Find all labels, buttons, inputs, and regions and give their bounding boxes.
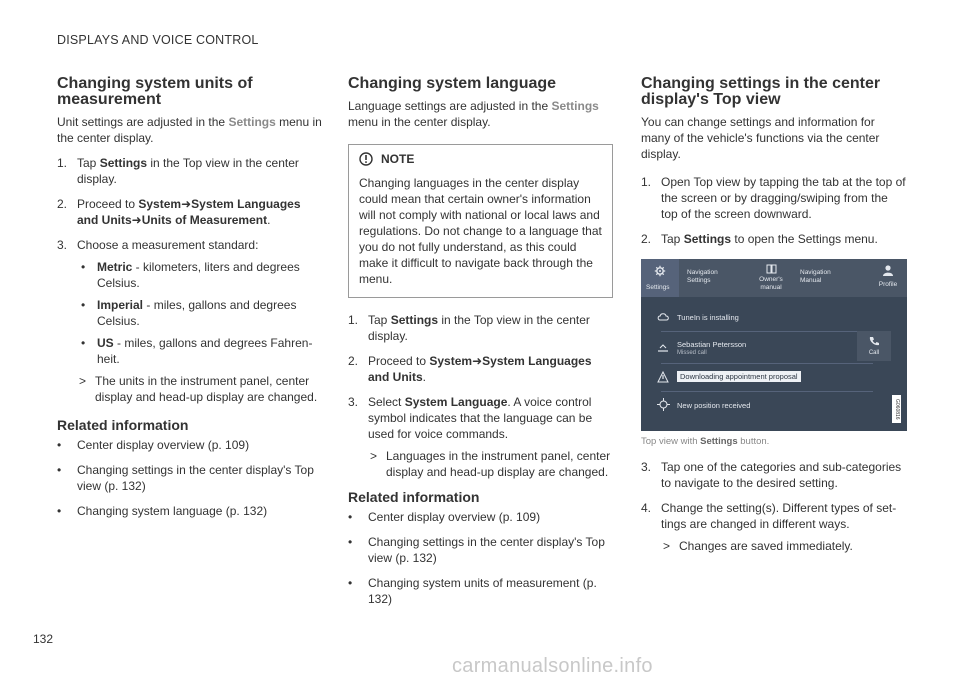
warning-icon — [359, 152, 373, 166]
note-box — [348, 144, 613, 298]
steps-list — [57, 155, 323, 405]
arrow-right-icon: ➜ — [181, 197, 192, 211]
step-result: > The units in the instrument panel, center display and head-up display are changed. — [79, 374, 318, 404]
figure-code: G060816 — [892, 395, 901, 423]
step: 1. Tap Settings in the Top view in the center display. — [57, 156, 299, 186]
call-button[interactable]: Call — [857, 331, 891, 361]
cloud-download-icon — [657, 312, 670, 322]
related-link[interactable]: • Changing system language (p. 132) — [57, 503, 323, 519]
settings-term: Settings — [228, 115, 276, 129]
tab-owners-manual[interactable]: Owner's manual — [751, 259, 791, 297]
step-result: > Changes are saved immediately. — [663, 539, 853, 553]
notification-row[interactable]: Sebastian Petersson Missed call — [653, 335, 877, 359]
tab-settings[interactable]: Settings — [641, 259, 679, 297]
section-units-of-measurement — [57, 76, 323, 528]
list-item: • Imperial - miles, gallons and degrees Celsius. — [77, 297, 323, 329]
section-title: Changing settings in the center display's Top view — [641, 75, 881, 108]
section-intro: You can change settings and information for many of the vehicle's functions via the center display. — [641, 115, 880, 161]
related-information — [57, 417, 323, 519]
related-link[interactable]: • Center display overview (p. 109) — [348, 509, 613, 525]
top-view-screenshot — [641, 259, 907, 431]
watermark: carmanualsonline.info — [452, 655, 653, 677]
step-result: > Languages in the instrument panel, center display and head-up display are changed. — [370, 449, 611, 479]
location-crosshair-icon — [657, 398, 670, 411]
tab-navigation-manual[interactable]: Navigation Manual — [800, 269, 831, 284]
note-text: Changing languages in the center display could mean that certain owner's information will not comply with national or local laws and regulations. Do not change to a language that you do not fully understand, as this could make it difficult to navigate back through the menu. — [359, 176, 602, 286]
divider — [661, 363, 873, 364]
section-top-view-settings — [641, 76, 907, 563]
step: 3. Select System Language. A voice control symbol indicates that the language can be used for voice commands. > Languages in the instrument panel, center display and head-up display are changed. — [348, 394, 613, 480]
settings-term: Settings — [551, 99, 599, 113]
related-link[interactable]: • Changing system units of measurement (p. 132) — [348, 575, 613, 607]
related-information — [348, 489, 613, 607]
note-header: NOTE — [359, 152, 602, 166]
notification-row[interactable]: Downloading appointment proposal — [653, 365, 877, 389]
divider — [661, 391, 873, 392]
step: 2. Proceed to System➜System Languages and Units➜Units of Measurement. — [57, 197, 301, 227]
step: 3. Tap one of the categories and sub-categories to navigate to the desired setting. — [641, 460, 902, 490]
section-intro: Language settings are adjusted in the Settings menu in the center display. — [348, 99, 599, 129]
related-link[interactable]: • Changing settings in the center display's Top view (p. 132) — [57, 462, 323, 494]
related-link[interactable]: • Changing settings in the center display's Top view (p. 132) — [348, 534, 613, 566]
step: 4. Change the setting(s). Different types of settings are changed in different ways. > Changes are saved immediately. — [641, 500, 907, 554]
figure-caption: Top view with Settings button. — [641, 436, 770, 447]
arrow-right-icon: ➜ — [131, 213, 142, 227]
options-list — [77, 259, 323, 367]
phone-icon — [869, 336, 879, 346]
list-item: • US - miles, gallons and degrees Fahrenheit. — [77, 335, 323, 367]
step: 3. Choose a measurement standard: • Metric - kilometers, liters and degrees Celsius. • Imperial - miles, gallons and degrees Celsius. • US - miles, gallons and degrees Fahrenheit. > The units in the instrument panel, center display and head-up display are changed. — [57, 237, 323, 405]
related-title: Related information — [57, 417, 189, 433]
arrow-right-icon: ➜ — [472, 354, 483, 368]
page-number: 132 — [33, 632, 54, 646]
related-link[interactable]: • Center display overview (p. 109) — [57, 437, 323, 453]
list-item: • Metric - kilometers, liters and degrees Celsius. — [77, 259, 323, 291]
tab-navigation-settings[interactable]: Navigation Settings — [687, 269, 718, 284]
section-title: Changing system units of measurement — [57, 75, 253, 108]
notification-row[interactable]: New position received — [653, 393, 877, 417]
steps-list — [641, 174, 907, 247]
calendar-warning-icon — [657, 371, 671, 383]
profile-icon — [882, 264, 894, 276]
notification-row[interactable]: TuneIn is installing — [653, 305, 877, 329]
running-head: DISPLAYS AND VOICE CONTROL — [57, 33, 259, 47]
book-icon — [766, 264, 777, 274]
section-system-language — [348, 76, 613, 616]
step: 2. Tap Settings to open the Settings menu. — [641, 232, 878, 246]
tab-profile[interactable]: Profile — [869, 259, 907, 297]
missed-call-icon — [657, 342, 669, 352]
step: 1. Tap Settings in the Top view in the center display. — [348, 313, 590, 343]
section-title: Changing system language — [348, 75, 557, 92]
step: 2. Proceed to System➜System Languages and Units. — [348, 354, 592, 384]
divider — [661, 331, 873, 332]
step: 1. Open Top view by tapping the tab at the top of the screen or by dragging/swiping from the top of the screen downward. — [641, 175, 906, 221]
steps-list — [348, 312, 613, 480]
section-intro: Unit settings are adjusted in the Settings menu in the center display. — [57, 115, 322, 145]
gear-icon — [654, 265, 666, 277]
related-title: Related information — [348, 489, 480, 505]
steps-list — [641, 459, 907, 554]
